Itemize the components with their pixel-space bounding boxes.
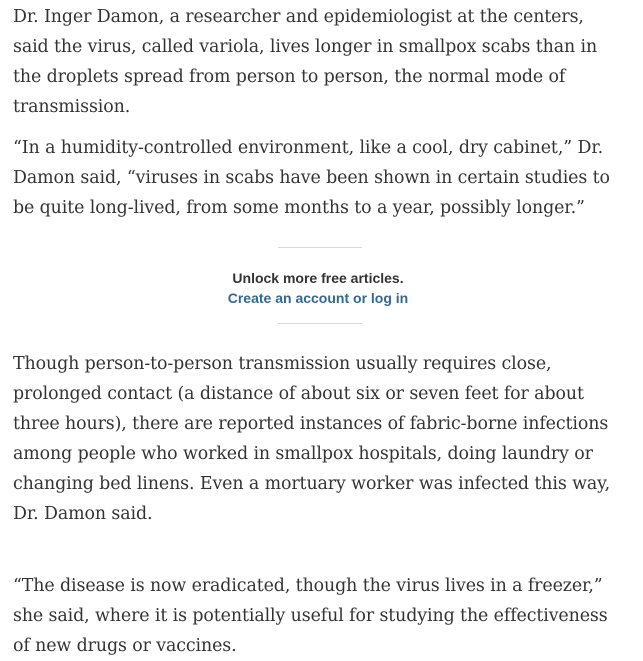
article-paragraph: “In a humidity-controlled environment, like a cool, dry cabinet,” Dr. Damon said, “viruses in scabs have been shown in certain studies to be quite long-lived, from some months to a year, possibly longer.”: [13, 138, 610, 218]
article-paragraph: “The disease is now eradicated, though the virus lives in a freezer,” she said, where it is potentially useful for studying the effectiveness of new drugs or vaccines.: [13, 576, 608, 656]
paywall-prompt: [13, 268, 623, 308]
divider-bottom: [278, 323, 362, 324]
paywall-title: Unlock more free articles.: [232, 270, 404, 286]
article-paragraph: Dr. Inger Damon, a researcher and epidemiologist at the centers, said the virus, called variola, lives longer in smallpox scabs than in the droplets spread from person to person, the normal mode of transmission.: [13, 7, 598, 117]
divider-top: [278, 247, 362, 248]
article-paragraph: Though person-to-person transmission usually requires close, prolonged contact (a distance of about six or seven feet for about three hours), there are reported instances of fabric-borne infections among people who worked in smallpox hospitals, doing laundry or changing bed linens. Even a mortuary worker was infected this way, Dr. Damon said.: [13, 354, 610, 524]
create-account-link[interactable]: Create an account or log in: [227, 290, 409, 306]
